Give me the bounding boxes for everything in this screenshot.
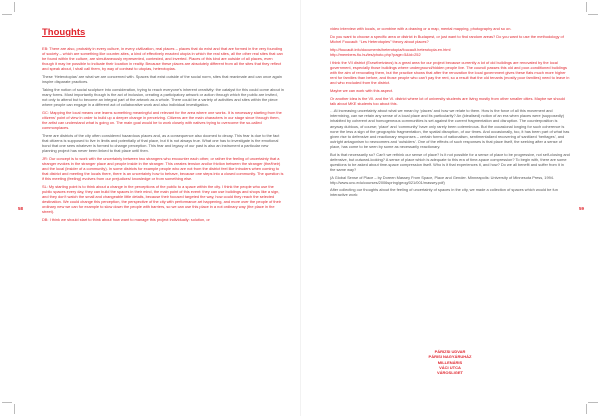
crop-mark bbox=[2, 402, 12, 403]
paragraph: There are districts of the city often considered hazardous places and, as a consequence also doomed to decay. This fear is due to the fact that citizens is supposed to live in limits and potentially of that place, but it is not always true. What one has to investigate is the emotional bond that one sees whatever is formed to change perception. This fear and legacy of our past is also an instrument a particular new planning project has never been linked to that place until then. bbox=[42, 132, 280, 154]
right-page bbox=[300, 0, 586, 416]
right-text-column bbox=[330, 26, 570, 200]
page-number: 59 bbox=[578, 206, 584, 211]
page-number: 58 bbox=[18, 206, 24, 211]
crop-mark bbox=[588, 14, 598, 15]
crop-mark bbox=[2, 14, 12, 15]
crop-mark bbox=[586, 2, 587, 12]
link-block: http://foucault.info/documents/heterotopia/foucault.heterotopia.en.html http://members.fiu.hu/ies/photo.php?page=5&id=252 bbox=[330, 46, 451, 57]
left-page bbox=[14, 0, 300, 416]
paragraph: SL: My starting point is to think about a change in the perceptions of the public to a space within the city. I think the people who use the public spaces every day, they can build the spaces in their mind, the main point of this event: they can use buildings and shops like a sign, and they don’t watch the small and changeable little details, because their focused targeted the way, how could they reach the selected destination. We could change this perception, the perspective of the city with performance art happening, and more over the people of their ordinary new we can for example to slow down the people with barriers, so we can use this place in a not ordinary way (the place in the street). bbox=[42, 183, 281, 215]
crop-mark bbox=[588, 402, 598, 403]
paragraph: Taking the notion of social sculpture into consideration, trying to reach everyone’s inherent creativity: the catalyst for this could come about in many forms. Most importantly though is the act of inclusion, creating a participatory artwork or action through which the public are invited, not only to attend but to become an integral part of the artwork as a whole. There could be a variety of activities and sites within the piece where people can engage in a different act of collaborative work and also individual investigation. bbox=[42, 86, 284, 108]
crop-mark bbox=[586, 404, 587, 414]
paragraph: After collecting our thoughts about the feeling of uncertainty of spaces in the city, we made a collection of spaces which would be fun interactive work: bbox=[330, 187, 558, 198]
paragraph: EB: There are also, probably in every culture, in every civilization, real places – places that do exist and that are formed in the very founding of society – which are something like counter-sites, a kind of effectively enacted utopia in which the real sites, all the other real sites that can be found within the culture, are simultaneously represented, contested, and inverted. Places of this kind are outside of all places, even though it may be possible to indicate their location in reality. Because these places are absolutely different from all the sites that they reflect and speak about, I shall call them, by way of contrast to utopias, heterotopias. bbox=[42, 46, 283, 72]
page-title: Thoughts bbox=[42, 27, 86, 38]
paragraph: Do you want to choose a specific area or district in Budapest, or just want to find random areas? Do you want to use the methodology of Michel Foucault: “Les Heterotopies” theory about places? bbox=[330, 33, 564, 44]
paragraph: video interview with locals, or combine with a drawing or a map, mental mapping, photography and so on. bbox=[330, 26, 512, 31]
list-item: PÁRISI NAGYÁRUHÁZ bbox=[428, 354, 472, 360]
paragraph: I think the VII district (Erzsébetváros) is a great area for our project because currently a lot of old buildings are renovated by the local government, especially those buildings where underground/hidden people live. The council passes this old and poor-conditioned buildings with the aim of renovating them, but the practice shows that after the renovation the local government gives these flats much more higher rent for families than before, and those people who can’t pay the rent, so a result that the old tenants (mostly poor families) need to leave in and who excluded from the district. bbox=[330, 59, 570, 85]
paragraph: Or another idea is the VII. and the VI. district where lot of university students are living mostly from other smaller cities. Maybe we should talk about MKE students too about this. bbox=[330, 95, 565, 106]
list-item: VÁCI UTCA bbox=[439, 364, 461, 370]
list-item: PÁRIZSI UDVAR bbox=[434, 349, 466, 354]
paragraph: …At increasing uncertainty about what we mean by ‘places’ and how we relate to them. How is the force of all this movement and intermixing, can we retain any sense of a local place and its particularity? An (idealised) notion of an era when places were (supposedly) inhabited by coherent and homogeneous communities is set against the current fragmentation and disruption. The counterposition is anyway dubious, of course; ‘place’ and ‘community’ have only rarely been coterminous. But the occasional longing for such coherence is none the less a sign of the geographic fragmentation, the spatial disruption, of our times. And occasionally, too, it has been part of what has given rise to defensive and reactionary responses – certain forms of nationalism, sentimentalized recovering of sanitized ‘heritages’, and outright antagonism to newcomers and ‘outsiders’. One of the effects of such responses is that place itself, the seeking after a sense of place, has come to be seen by some as necessarily reactionary. bbox=[330, 108, 570, 149]
paragraph: JR: Our concept is to work with the uncertainty between two strangers who encounter each other, or rather the feeling of uncertainty that a stranger evokes in the stranger place and people inside in the stranger. This creates tension and/or friction between the stranger (the/their) and the local (insider of a community). In some districts for example people who are not from the district feel like intruders when coming to that district and meeting the locals there, there is an uncertainty how to behave, because one steps into a closed community. The question is if this meeting (feeling) evolves from our prejudices/ knowledge or from something else. bbox=[42, 155, 284, 182]
list-item: MILLENÁRIS bbox=[437, 359, 463, 365]
left-text-column bbox=[42, 46, 284, 225]
list-item: VÁROSLIGET bbox=[436, 370, 463, 376]
paragraph: But is that necessarily so? Can’t we rethink our sense of place? Is it not possible for a sense of place to be progressive, not self-closing and defensive, but outward-looking? A sense of place which is adequate to this era of time-space compression? To begin with, there are some questions to be asked about time-space compression itself. Who is it that experiences it, and how? Do we all benefit and suffer from it in the same way? bbox=[330, 151, 570, 172]
paragraph: GC: Mapping the local means one learns something meaningful and relevant for the area where one works. It is necessary starting from the citizens’ point of view in order to build up a deeper change in perceiving. Citizens are the main characters in our stage since through them, the artist can understand what is going on. The main goal would be to work closely with natives trying to overcome the so-called commonplaces. bbox=[42, 109, 282, 131]
paragraph: Maybe we can work with this aspect. bbox=[330, 87, 394, 93]
places-list bbox=[330, 349, 570, 375]
paragraph: DB: I think we should start to think about how want to manage this project individually: solution, or bbox=[42, 216, 210, 222]
paragraph: These ‘Heterotopias’ are what we are concerned with. Spaces that exist outside of the social norm, sites that reanimate and can once again inspire disparate practices. bbox=[42, 74, 282, 85]
citation: (A Global Sense of Place – by Doreen Massey From Space, Place and Gender. Minneapolis: University of Minnesota Press, 1994. http://www.unc.edu/courses/2006spring/geog/021/001/massey.pdf) bbox=[330, 174, 555, 185]
